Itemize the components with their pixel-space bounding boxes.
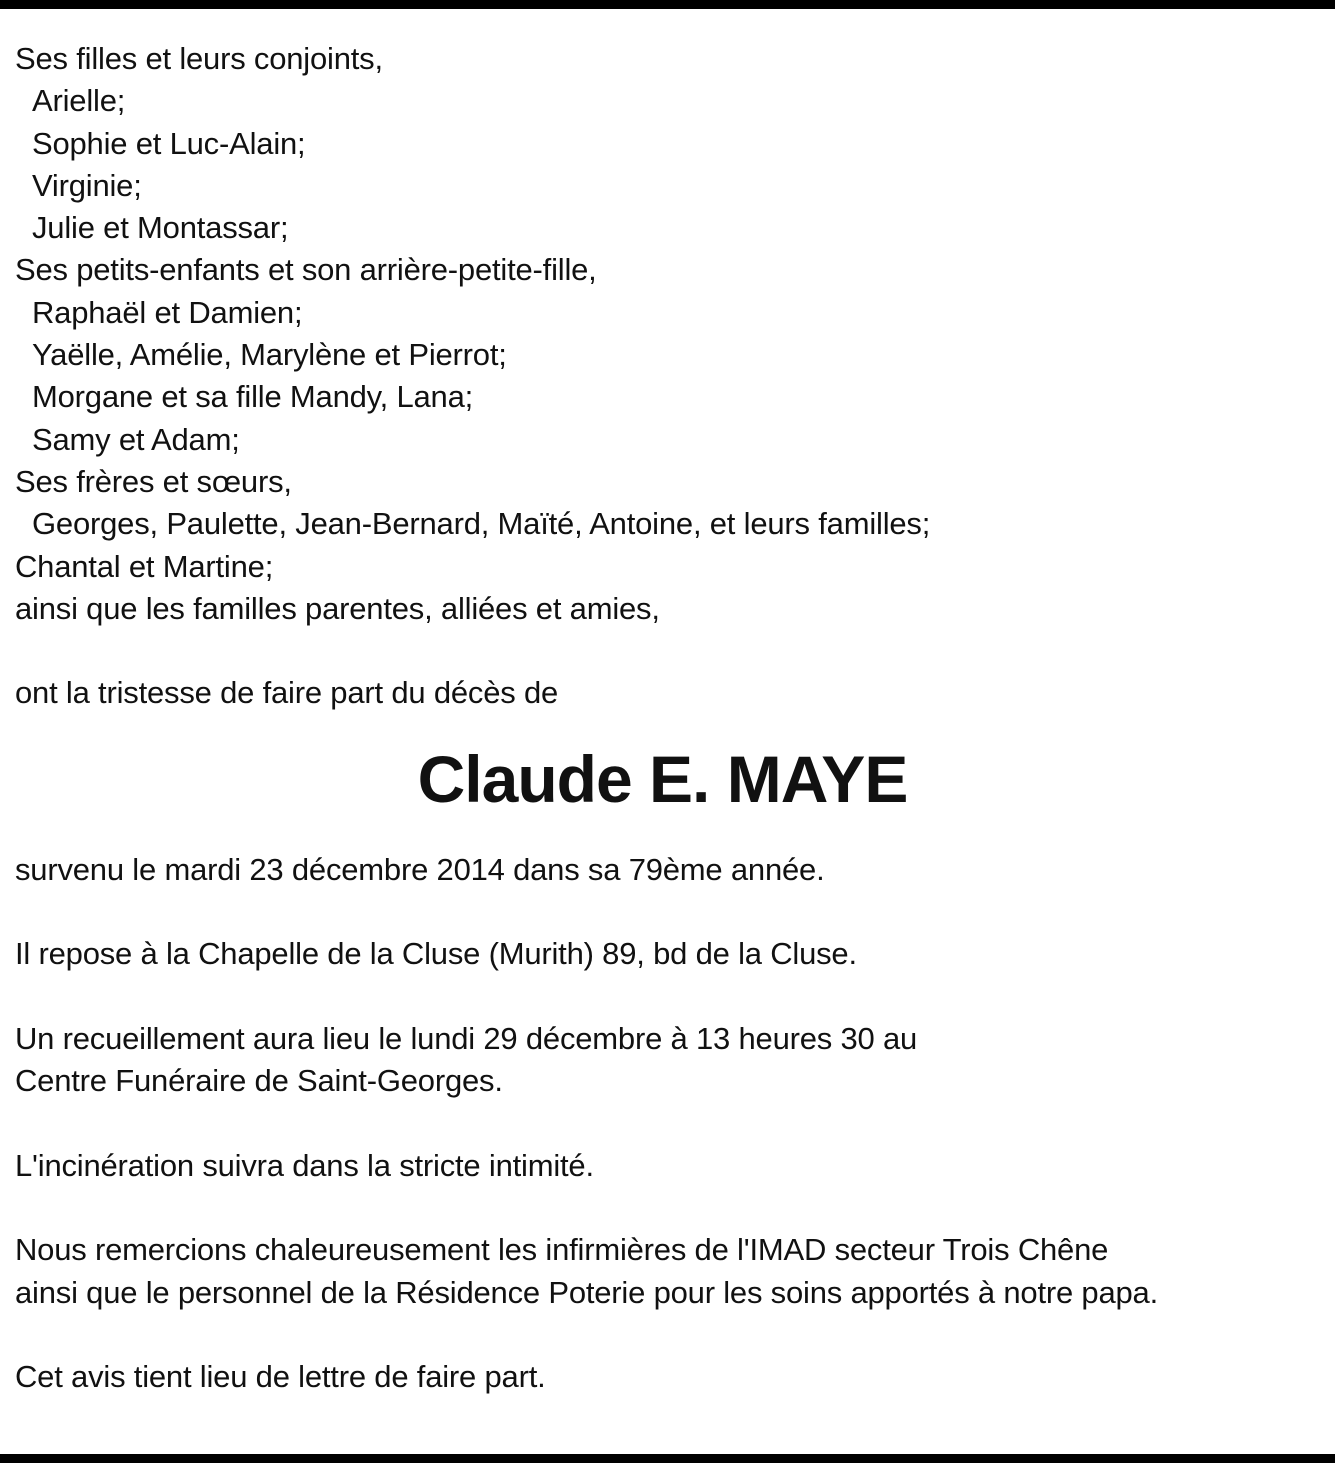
grandchild-line: Morgane et sa fille Mandy, Lana; [32,379,474,415]
spacer [15,976,1325,1018]
daughter-line: Julie et Montassar; [32,210,289,246]
grandchild-line: Samy et Adam; [32,421,240,457]
ceremony-line: Centre Funéraire de Saint-Georges. [15,1063,503,1099]
spacer [15,891,1325,933]
daughters-heading: Ses filles et leurs conjoints, [15,41,383,76]
top-border-rule [0,0,1335,9]
daughter-line: Virginie; [32,167,142,203]
daughter-line: Sophie et Luc-Alain; [32,125,306,161]
announcement-line: ont la tristesse de faire part du décès de [15,675,559,711]
ceremony-line: Un recueillement aura lieu le lundi 29 décembre à 13 heures 30 au [15,1020,918,1056]
death-info-line: survenu le mardi 23 décembre 2014 dans sa 79ème année. [15,851,825,887]
cremation-line: L'incinération suivra dans la stricte intimité. [15,1147,594,1183]
sibling-line: Georges, Paulette, Jean-Bernard, Maïté, Antoine, et leurs familles; [32,506,931,542]
relatives-line: ainsi que les familles parentes, alliées et amies, [15,590,660,626]
siblings-heading: Ses frères et sœurs, [15,463,292,499]
deceased-name: Claude E. MAYE [417,741,908,816]
spacer [15,1187,1325,1229]
spacer [15,1103,1325,1145]
rest-place-line: Il repose à la Chapelle de la Cluse (Murith) 89, bd de la Cluse. [15,936,857,972]
thanks-line: ainsi que le personnel de la Résidence Poterie pour les soins apportés à notre papa. [15,1274,1159,1310]
closing-line: Cet avis tient lieu de lettre de faire part. [15,1359,546,1395]
daughter-line: Arielle; [32,83,126,119]
grandchild-line: Raphaël et Damien; [32,294,303,330]
spacer [15,630,1325,672]
grandchildren-heading: Ses petits-enfants et son arrière-petite-fille, [15,252,597,288]
thanks-line: Nous remercions chaleureusement les infirmières de l'IMAD secteur Trois Chêne [15,1232,1109,1268]
spacer [15,1314,1325,1356]
bottom-border-rule [0,1454,1335,1463]
others-line: Chantal et Martine; [15,548,274,584]
obituary-notice [15,38,1325,1399]
grandchild-line: Yaëlle, Amélie, Marylène et Pierrot; [32,337,507,373]
